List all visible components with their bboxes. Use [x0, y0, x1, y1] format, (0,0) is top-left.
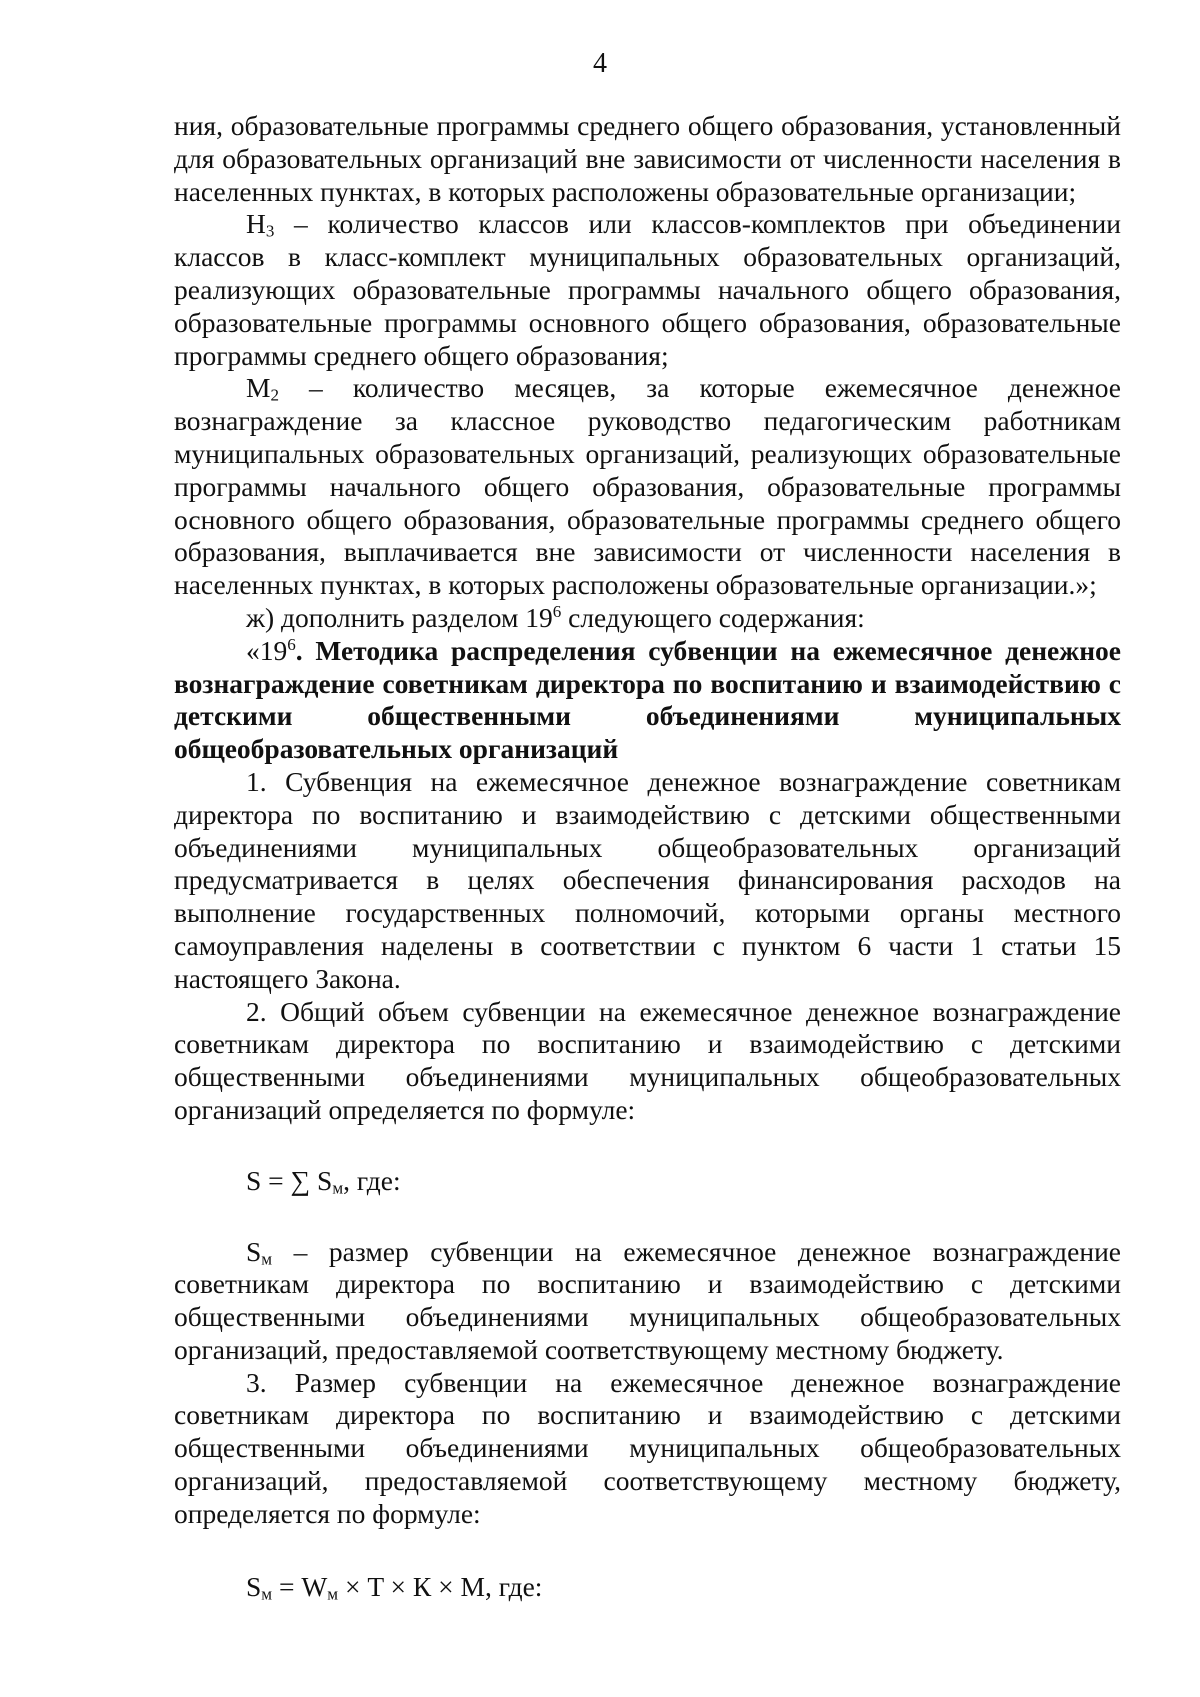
- formula-1-right: , где:: [343, 1164, 401, 1196]
- formula-1-subscript: м: [332, 1178, 344, 1198]
- paragraph-amendment-item: [174, 602, 1121, 635]
- symbol-m2: М: [246, 372, 271, 404]
- amendment-superscript: 6: [552, 601, 562, 621]
- section-number-superscript: 6: [287, 634, 296, 654]
- paragraph-m2-definition: [174, 372, 1121, 602]
- formula-1-left: S = ∑ S: [246, 1164, 333, 1196]
- symbol-n3: Н: [246, 208, 266, 240]
- symbol-m2-subscript: 2: [270, 385, 279, 405]
- amendment-text-start: ж) дополнить разделом 19: [246, 601, 553, 633]
- symbol-sm: S: [246, 1235, 262, 1267]
- formula-2-rest: × T × К × М, где:: [338, 1570, 543, 1602]
- symbol-n3-subscript: 3: [265, 221, 275, 241]
- m2-description: – количество месяцев, за которые ежемесячное денежное вознаграждение за классное руководство педагогическим работникам муниципальных образовательных организаций, реализующих образовательные программы начального общего образования, образовательные программы основного общего образования, образовательные программы среднего общего образования, выплачивается вне зависимости от численности населения в населенных пунктах, в которых расположены образовательные организации.»;: [174, 372, 1121, 601]
- amendment-text-end: следующего содержания:: [561, 601, 865, 633]
- section-number: «19: [246, 634, 288, 666]
- paragraph-sm-definition: [174, 1236, 1121, 1367]
- symbol-sm-subscript: м: [261, 1248, 273, 1268]
- paragraph-n3-definition: [174, 208, 1121, 372]
- sm-description: – размер субвенции на ежемесячное денежное вознаграждение советникам директора по воспитанию и взаимодействию с детскими общественными объединениями муниципальных общеобразовательных организаций, предоставляемой соответствующему местному бюджету.: [174, 1235, 1121, 1365]
- formula-total-subvention: [174, 1165, 1121, 1198]
- paragraph-continuation: ния, образовательные программы среднего общего образования, установленный для образовательных организаций вне зависимости от численности населения в населенных пунктах, в которых расположены образовательные организации;: [174, 110, 1121, 207]
- page-number: 4: [593, 48, 607, 79]
- section-heading: [174, 635, 1121, 766]
- paragraph-clause-2: 2. Общий объем субвенции на ежемесячное денежное вознаграждение советникам директора по воспитанию и взаимодействию с детскими общественными объединениями муниципальных общеобразовательных организаций определяется по формуле:: [174, 995, 1121, 1125]
- formula-2-s-subscript: м: [261, 1584, 273, 1604]
- document-body: [174, 110, 1121, 1603]
- formula-2-w-subscript: м: [327, 1584, 339, 1604]
- formula-2-s: S: [246, 1570, 262, 1602]
- formula-local-subvention: [174, 1571, 1121, 1604]
- formula-2-w: = W: [272, 1570, 328, 1602]
- paragraph-clause-1: 1. Субвенция на ежемесячное денежное вознаграждение советникам директора по воспитанию и взаимодействию с детскими общественными объединениями муниципальных общеобразовательных организаций предусматривается в целях обеспечения финансирования расходов на выполнение государственных полномочий, которыми органы местного самоуправления наделены в соответствии с пунктом 6 части 1 статьи 15 настоящего Закона.: [174, 765, 1121, 994]
- section-title: . Методика распределения субвенции на ежемесячное денежное вознаграждение советникам директора по воспитанию и взаимодействию с детскими общественными объединениями муниципальных общеобразовательных организаций: [174, 634, 1121, 765]
- n3-description: – количество классов или классов-комплектов при объединении классов в класс-комплект муниципальных образовательных организаций, реализующих образовательные программы начального общего образования, образовательные программы основного общего образования, образовательные программы среднего общего образования;: [174, 208, 1121, 371]
- paragraph-clause-3: 3. Размер субвенции на ежемесячное денежное вознаграждение советникам директора по воспитанию и взаимодействию с детскими общественными объединениями муниципальных общеобразовательных организаций, предоставляемой соответствующему местному бюджету, определяется по формуле:: [174, 1366, 1121, 1529]
